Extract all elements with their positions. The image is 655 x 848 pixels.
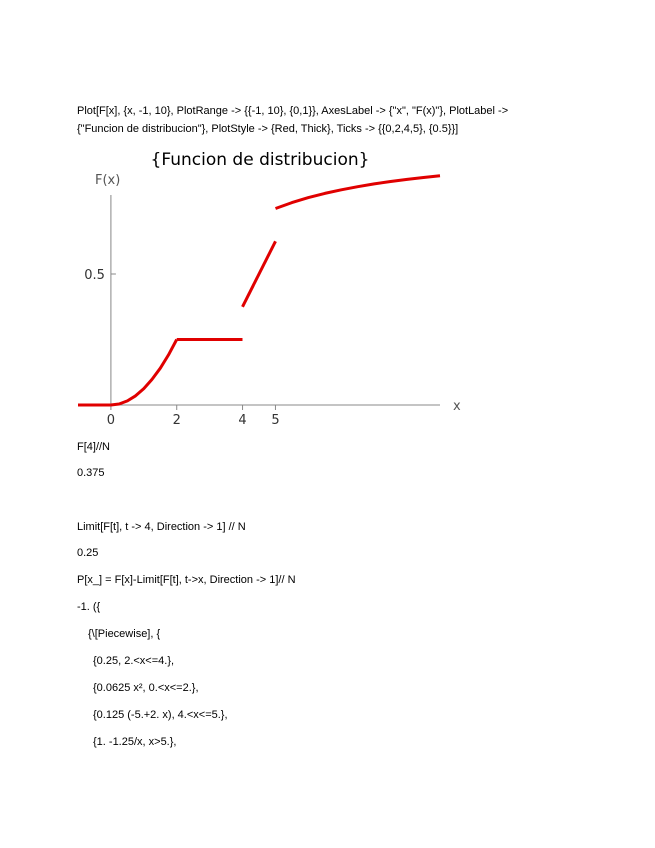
limit-command: Limit[F[t], t -> 4, Direction -> 1] // N — [77, 521, 246, 533]
p-definition: P[x_] = F[x]-Limit[F[t], t->x, Direction -> 1]// N — [77, 574, 296, 586]
x-tick-label-3: 5 — [271, 413, 280, 428]
p-output-line-1: -1. ({ — [77, 601, 101, 613]
y-axis-label: F(x) — [95, 173, 121, 188]
plot-command-line-1: Plot[F[x], {x, -1, 10}, PlotRange -> {{-1, 10}, {0,1}}, AxesLabel -> {"x", "F(x)"}, PlotLabel -> — [77, 105, 509, 117]
distribution-plot — [70, 143, 470, 431]
eval-f4-command: F[4]//N — [77, 441, 111, 453]
x-tick-label-0: 0 — [106, 413, 116, 428]
curve-segment-0-1 — [111, 340, 177, 406]
chart-title: {Funcion de distribucion} — [150, 150, 370, 170]
y-tick-label-0: 0.5 — [84, 268, 105, 283]
limit-result: 0.25 — [77, 547, 99, 559]
x-tick-label-2: 4 — [238, 413, 247, 428]
p-output-line-3: {0.25, 2.<x<=4.}, — [93, 655, 175, 667]
curve-segment-0-4 — [276, 176, 441, 209]
curve-group — [78, 176, 440, 405]
x-axis-label: x — [453, 399, 461, 414]
p-output-line-4: {0.0625 x², 0.<x<=2.}, — [93, 682, 199, 694]
p-output-line-5: {0.125 (-5.+2. x), 4.<x<=5.}, — [93, 709, 228, 721]
p-output-line-2: {\[Piecewise], { — [88, 628, 161, 640]
x-tick-label-1: 2 — [172, 413, 181, 428]
plot-command-line-2: {"Funcion de distribucion"}, PlotStyle -> {Red, Thick}, Ticks -> {{0,2,4,5}, {0.5}}] — [77, 123, 459, 135]
curve-segment-0-3 — [243, 241, 276, 306]
p-output-line-6: {1. -1.25/x, x>5.}, — [93, 736, 177, 748]
eval-f4-result: 0.375 — [77, 467, 105, 479]
